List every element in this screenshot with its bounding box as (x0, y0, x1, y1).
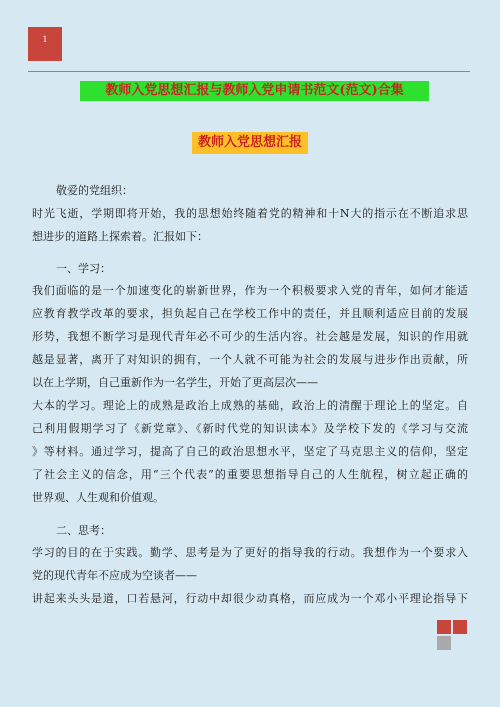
paragraph-line: 学习的目的在于实践。勤学、思考是为了更好的指导我的行动。我想作为一个要求入 (32, 546, 468, 559)
paragraph-line: 大本的学习。理论上的成熟是政治上成熟的基础，政治上的清醒于理论上的坚定。自 (32, 399, 468, 412)
corner-decoration (437, 620, 469, 652)
document-title: 教师入党思想汇报与教师入党申请书范文(范文)合集 (80, 81, 429, 101)
paragraph-line: 形势，我想不断学习是现代青年必不可少的生活内容。社会越是发展，知识的作用就 (32, 330, 468, 343)
page-number: 1 (42, 35, 48, 44)
paragraph-line: 越是显著，离开了对知识的拥有，一个人就不可能为社会的发展与进步作出贡献，所 (32, 353, 468, 366)
page-number-badge (28, 27, 62, 61)
section-heading-thinking: 二、思考： (56, 524, 111, 537)
header-divider (28, 71, 470, 72)
paragraph-line: 世界观、人生观和价值观。 (32, 491, 164, 504)
paragraph-line: 我们面临的是一个加速变化的崭新世界，作为一个积极要求入党的青年，如何才能适 (32, 284, 468, 297)
paragraph-line: 己利用假期学习了《新党章》、《新时代党的知识读本》及学校下发的《学习与交流 (32, 422, 468, 435)
paragraph-line: 想进步的道路上探索着。汇报如下： (32, 230, 208, 243)
deco-square-red (437, 620, 451, 634)
paragraph-line: 》等材料。通过学习，提高了自己的政治思想水平，坚定了马克思主义的信仰，坚定 (32, 445, 468, 458)
paragraph-line: 党的现代青年不应成为空谈者—— (32, 569, 197, 582)
section-title: 教师入党思想汇报 (192, 132, 308, 154)
paragraph-line: 讲起来头头是道，口若悬河，行动中却很少动真格，而应成为一个邓小平理论指导下 (32, 592, 468, 605)
deco-square-gray (437, 636, 451, 650)
paragraph-line: 以在上学期，自己重新作为一名学生，开始了更高层次—— (32, 376, 318, 389)
deco-square-red (453, 620, 467, 634)
section-heading-study: 一、学习： (56, 262, 111, 275)
paragraph-line: 了社会主义的信念，用“三个代表”的重要思想指导自己的人生航程，树立起正确的 (32, 468, 468, 481)
paragraph-line: 时光飞逝，学期即将开始，我的思想始终随着党的精神和十N大的指示在不断追求思 (32, 207, 468, 220)
paragraph-line: 应教育教学改革的要求，担负起自己在学校工作中的责任，并且顺利适应目前的发展 (32, 307, 468, 320)
salutation: 敬爱的党组织： (56, 184, 133, 197)
